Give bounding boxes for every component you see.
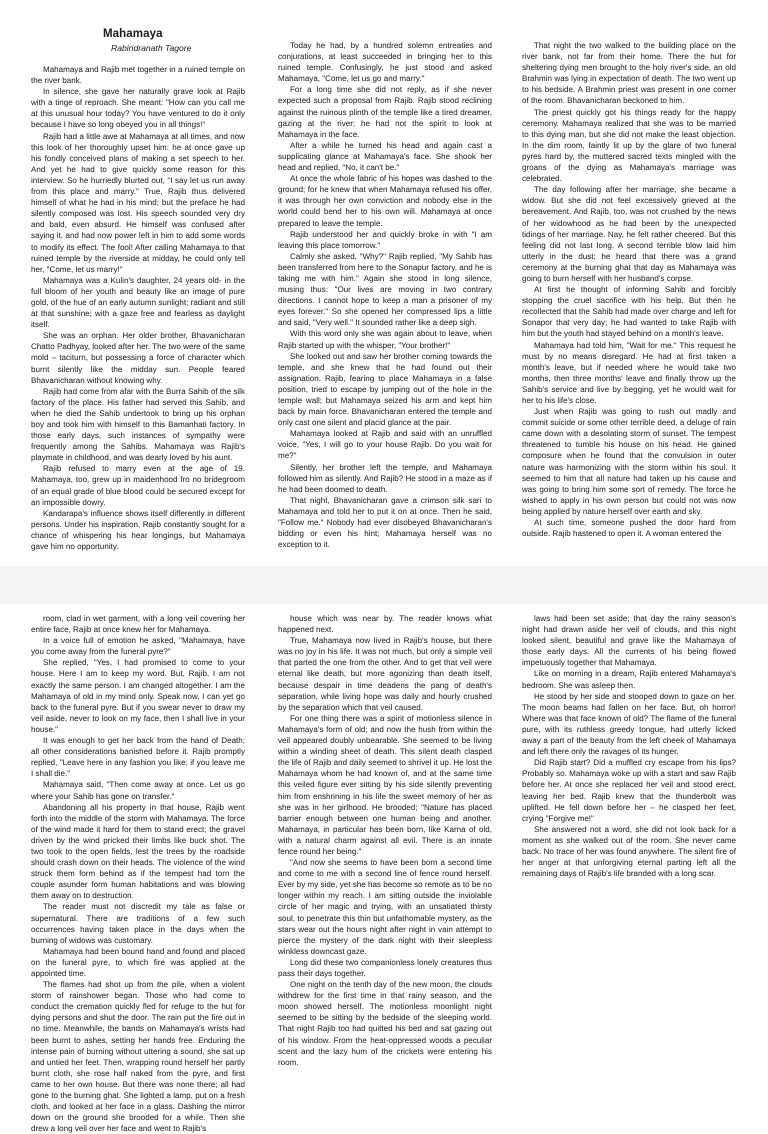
story-author: Rabindranath Tagore [111,43,192,53]
paragraph: With this word only she was again about to leave, when Rajib started up with the whisper, "Your brother!" [278,329,492,350]
paragraph: It was enough to get her back from the hand of Death; all other considerations banished before it. Rajib promptly replied, "Leave here in any fashion you like; if you leave me I shall die." [31,736,245,779]
paragraph: Calmly she asked, "Why?" Rajib replied, "My Sahib has been transferred from here to the Sonapur factory, and he is taking me with him." Again she stood in long silence, musing thus: "Our lives are moving in two contrary directions. I cannot hope to keep a man a prisoner of my eyes forever." So she opened her compressed lips a little and said, "Very well." It sounded rather like a deep sigh. [278,251,492,328]
paragraph: After a while he turned his head and again cast a supplicating glance at Mahamaya's face. She shook her head and replied, "No, it can't be." [278,140,492,173]
page-2 [0,604,768,1134]
page-1-column-3 [522,40,736,566]
paragraph: Today he had, by a hundred solemn entreaties and conjurations, at least succeeded in bringing her to this ruined temple. Confusingly, he just stood and asked Mahamaya, "Come, let us go and marry." [278,41,492,84]
paragraph: At such time, someone pushed the door hard from outside. Rajib hastened to open it. A woman entered the [522,518,736,539]
paragraph: That night, Bhavanicharan gave a crimson silk sari to Mahamaya and told her to put it on at once. Then he said, "Follow me." Nobody had ever disobeyed Bhavanicharan's bidding or even his hint; Mahamaya herself was no exception to it. [278,495,492,550]
page-2-column-1 [31,613,245,1134]
paragraph: She answered not a word, she did not look back for a moment as she walked out of the room. She never came back. No trace of her was found anywhere. The silent fire of her anger at that unforgiving eternal parting left all the remaining days of Rajib's life branded with a long scar. [522,824,736,879]
paragraph: Long did these two companionless lonely creatures thus pass their days together. [278,957,492,978]
paragraph: Mahamaya and Rajib met together in a ruined temple on the river bank. [31,65,245,86]
paragraph: In a voice full of emotion he asked, "Mahamaya, have you come away from the funeral pyre?" [31,636,245,657]
paragraph: The reader must not discredit my tale as false or supernatural. There are traditions of a few such occurrences having taken place in the days when the burning of widows was customary. [31,902,245,945]
paragraph: Rajib had come from afar with the Burra Sahib of the silk factory of the place. His father had served this Sahib, and when he died the Sahib undertook to bring up his orphan boy and took him with himself to this Bamanhati factory. In those early days, such instances of sympathy were frequently among the Sahibs. Mahamaya was Rajib's playmate in childhood, and was dearly loved by his aunt. [31,386,245,463]
paragraph: Mahamaya had told him, "Wait for me." This request he must by no means disregard. He had at first taken a month's leave, but if needed where he would take two months, then three months' leave and finally throw up the Sahib's service and live by begging, yet he would wait for her to his life's close. [522,340,736,405]
page-2-column-2 [278,613,492,1067]
paragraph: Mahamaya was a Kulin's daughter, 24 years old- in the full bloom of her youth and beauty like an image of pure gold, of the hue of an early autumn sunlight; radiant and still at that sunshine; with a gaze free and fearless as daylight itself. [31,275,245,330]
paragraph: room, clad in wet garment, with a long veil covering her entire face, Rajib at once knew her for Mahamaya. [31,614,245,635]
page-2-column-3 [522,613,736,1024]
paragraph: Rajib understood her and quickly broke in with "I am leaving this place tomorrow." [278,229,492,250]
paragraph: Mahamaya said, "Then come away at once. Let us go where your Sahib has gone on transfer." [31,780,245,801]
paragraph: The day following after her marriage, she became a widow. But she did not feel excessively grieved at the bereavement. And Rajib, too, was not crushed by the news of her widowhood as he had been by the unexpected tidings of her marriage. Nay, he felt rather cheered. But this feeling did not last long. A second terrible blow laid him utterly in the dust; he heard that there was a grand ceremony at the burning ghat that day as Mahamaya was going to burn herself with her husband's corpse. [522,185,736,283]
paragraph: True, Mahamaya now lived in Rajib's house, but there was no joy in his life. It was not much, but only a simple veil that parted the one from the other. And to get that veil were eternal like death, but more agonizing than death itself, because despair in time deadens the pang of death's separation, while living hope was daily and hourly crushed by the separation which that veil caused. [278,636,492,712]
paragraph: She looked out and saw her brother coming towards the temple, and she knew that he had found out their assignation. Rajib, fearing to place Mahamaya in a false position, tried to escape by jumping out of the hole in the temple wall; but Mahamaya seized his arm and kept him back by main force. Bhavanicharan entered the temple and only cast one silent and placid glance at the pair. [278,351,492,428]
paragraph: The priest quickly got his things ready for the happy ceremony. Mahamaya realized that she was to be married to this dying man, but she did not make the least objection. In the dim room, faintly lit up by the glare of two funeral pyres hard by, the muttered sacred texts mingled with the groans of the dying as Mahamaya's marriage was celebrated. [522,107,736,184]
paragraph: "And now she seems to have been born a second time and come to me with a second line of fence round herself. Ever by my side, yet she has become so remote as to be no longer within my reach. I am sitting outside the inviolable circle of her magic and trying, with an unsatiated thirsty soul, to penetrate this thin but unfathomable mystery, as the stars wear out the hours night after night in vain attempt to pierce the mystery of the dark night with their sleepless winkless downcast gaze. [278,858,492,956]
paragraph: In silence, she gave her naturally grave look at Rajib with a tinge of reproach. She meant: "How can you call me at this unusual hour today? You have ventured to do it only because I have so long obeyed you in all things!" [31,87,245,130]
page-1-column-1 [31,64,245,566]
paragraph: He stood by her side and stooped down to gaze on her. The moon beams had fallen on her face. But, oh horror! Where was that face known of old? The flame of the funeral pure, with its ruthless greedy tongue, had utterly licked away a part of the beauty from the left cheek of Mahamaya and left there only the ravages of its hunger. [522,691,736,757]
paragraph: She was an orphan. Her older brother, Bhavanicharan Chatto Padhyay, looked after her. The two were of the same mold – taciturn, but possessing a force of character which burnt silently like the midday sun. People feared Bhavanicharan without knowing why. [31,331,245,385]
paragraph: Rajib refused to marry even at the age of 19. Mahamaya, too, grew up in maidenhood fro no bridegroom of an equal grade of blue blood could be secured except for an impossible dowry. [31,464,245,507]
paragraph: house which was near by. The reader knows what happened next. [278,614,492,635]
paragraph: For one thing there was a spirit of motionless silence in Mahamaya's form of old; and now the hush from within the veil appeared doubly unbearable. She seemed to be living within a winding sheet of death. This silent death clasped the life of Rajib and daily seemed to shrivel it up. He lost the Mahamaya whom he had known of, and at the same time this veiled figure ever sitting by his side silently preventing him from enshrining in his life the sweet memory of her as she was in her girlhood. He brooded; "Nature has placed barrier enough between one human being and another. Mahamaya, in particular has been born, like Karna of old, with a natural charm against all evil. There is an innate fence round her being." [278,713,492,856]
paragraph: Mahamaya looked at Rajib and said with an unruffled voice, "Yes, I will go to your house Rajib. Do you wait for me?" [278,429,492,461]
paragraph: That night the two walked to the building place on the river bank, not far from their home. There the hut for sheltering dying men brought to the holy river's side, an old Brahmin was lying in expectation of death. The two went up to his bedside. A Brahmin priest was present in one corner of the room. Bhavanicharan beckoned to him. [522,41,736,106]
paragraph: The flames had shot up from the pile, when a violent storm of rainshower began. Those who had come to conduct the cremation quickly fled for refuge to the hut for dying persons and shut the door. The rain put the fire out in no time. Meanwhile, the bands on Mahamaya's wrists had been burnt to ashes, setting her hands free. Enduring the intense pain of burning without uttering a sound, she sat up and untied her feet. Then, wrapping round herself her partly burnt cloth, she rose half naked from the pyre, and first came to her own house. But there was none there; all had gone to the burning ghat. She lighted a lamp, put on a fresh cloth, and looked at her face in a glass. Dashing the mirror down on the ground she brooded for a while. Then she drew a long veil over her face and went to Rajib's [31,980,245,1134]
page-gap [0,566,768,604]
paragraph: Rajib had a little awe at Mahamaya at all times, and now this look of her thoroughly upset him: he at once gave up his fondly conceived plans of making a set speech to her. And yet he had to give quickly some reason for this interview. So he hurriedly blurted out, "I say let us run away from this place and marry." True, Rajib thus delivered himself of what he had in his mind; but the preface he had silently composed was lost. His speech sounded very dry and bald, even absurd. He himself was confused after saying it, and had now power left in him to add some words to modify its effect. The fool! After calling Mahamaya to that ruined temple by the riverside at midday, he could only tell her, "Come, let us marry!" [31,131,245,274]
paragraph: Abandoning all his property in that house, Rajib went forth into the middle of the storm with Mahamaya. The force of the wind made it hard for them to stand erect; the gravel driven by the wind pricked their limbs like buck shot. The two took to the open fields, lest the trees by the roadside should crash down on their heads. The violence of the wind struck them form behind as if the tempest had torn the couple asunder form human habitations and was blowing them away on to destruction. [31,802,245,901]
paragraph: At once the whole fabric of his hopes was dashed to the ground; for he knew that when Mahamaya refused his offer, it was through her own conviction and nobody else in the world could bend her to his own will. Mahamaya at once prepared to leave the temple. [278,174,492,228]
story-title: Mahamaya [103,28,163,40]
paragraph: Silently, her brother left the temple, and Mahamaya followed him as silently. And Rajib? He stood in a maze as if he had been doomed to death. [278,462,492,494]
paragraph: She replied, "Yes, I had promised to come to your house. Here I am to keep my word. But, Rajib, I am not exactly the same person. I am changed altogether. I am the Mahamaya of old in my mind only. Speak now, I can yet go back to the funeral pyre. But if you swear never to draw my veil aside, never to look on my face, then I shall live in your house." [31,658,245,734]
paragraph: At first he thought of informing Sahib and forcibly stopping the cruel sacrifice with his help. But then he recollected that the Sahib had made over charge and left for Sonapor that very day; he had wanted to take Rajib with him but the youth had stayed behind on a month's leave. [522,285,736,339]
paragraph: Did Rajib start? Did a muffled cry escape from his lips? Probably so. Mahamaya woke up with a start and saw Rajib before her. At once she replaced her veil and stood erect, leaving her bed. Rajib knew that the thunderbolt was uplifted. He fell down before her – he clasped her feet, crying "Forgive me!" [522,758,736,823]
page-1 [0,0,768,566]
paragraph: One night on the tenth day of the new moon, the clouds withdrew for the first time in that rainy season, and the moon showed herself. The motionless moonlight night seemed to be sitting by the bedside of the sleeping world. That night Rajib too had quitted his bed and sat gazing out of his window. From the heat-oppressed woods a peculiar scent and the lazy hum of the crickets were entering his room. [278,980,492,1067]
paragraph: Like on morning in a dream, Rajib entered Mahamaya's bedroom. She was asleep then. [522,669,736,690]
page-1-column-2 [278,40,492,566]
paragraph: laws had been set aside; that day the rainy season's night had drawn aside her veil of clouds, and this night looked silent, beautiful and grave like the Mahamaya of those early days. All the currents of his being flowed impetuously together that Mahamaya. [522,614,736,668]
paragraph: Kandarapa's influence shows itself differently in different persons. Under his inspiration, Rajib constantly sought for a chance of whispering his hear longings, but Mahamaya gave him no opportunity. [31,508,245,552]
paragraph: Mahamaya had been bound hand and found and placed on the funeral pyre, to which fire was applied at the appointed time. [31,946,245,978]
paragraph: Just when Rajib was going to rush out madly and commit suicide or some other terrible deed, a deluge of rain came down with a desolating storm of sunset. The tempest threatened to tumble his house on his head. He gained composure when he found that the convulsion in outer nature was harmonizing with the storm within his soul. It seemed to him that all nature had taken up his cause and was going to bring him some sort of remedy. The force he wished to apply in his own person but could not was now being applied by nature herself over earth and sky. [522,407,736,516]
paragraph: For a long time she did not reply, as if she never expected such a proposal from Rajib. Rajib stood reclining against the ruinous plinth of the temple like a tired dreamer, gazing at the river; he had not the spirit to look at Mahamaya in the face. [278,85,492,139]
